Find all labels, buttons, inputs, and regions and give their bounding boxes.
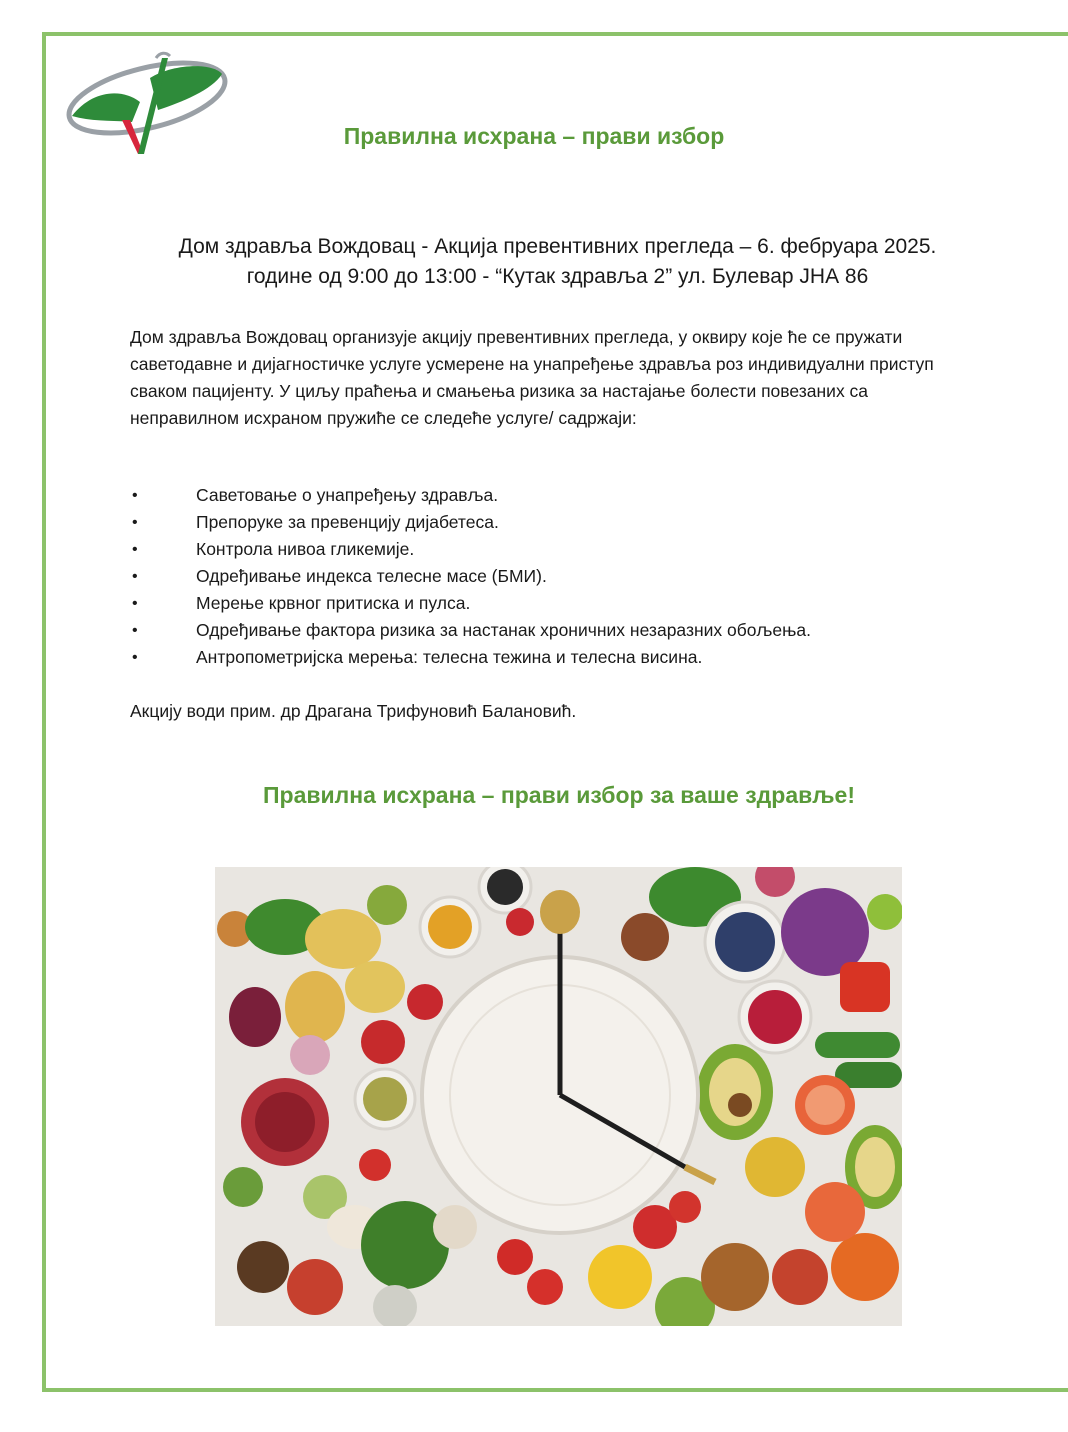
bullet-icon: • <box>132 568 138 585</box>
service-text: Контрола нивоа гликемије. <box>196 539 415 559</box>
service-text: Антропометријска мерења: телесна тежина и телесна висина. <box>196 647 703 667</box>
service-text: Саветовање о унапређењу здравља. <box>196 485 499 505</box>
page-title: Правилна исхрана – прави избор <box>343 123 725 149</box>
services-list <box>130 482 960 671</box>
bullet-icon: • <box>132 649 138 666</box>
list-item <box>130 482 960 509</box>
list-item <box>130 590 960 617</box>
event-heading <box>0 232 1068 292</box>
leader-line: Акцију води прим. др Драгана Трифуновић Балановић. <box>130 701 577 721</box>
list-item <box>130 536 960 563</box>
list-item <box>130 509 960 536</box>
service-text: Одређивање индекса телесне масе (БМИ). <box>196 566 547 586</box>
list-item <box>130 644 960 671</box>
healthy-food-photo-icon <box>215 867 902 1326</box>
service-text: Мерење крвног притиска и пулса. <box>196 593 471 613</box>
list-item <box>130 617 960 644</box>
service-text: Препоруке за превенцију дијабетеса. <box>196 512 499 532</box>
intro-paragraph: Дом здравља Вождовац организује акцију превентивних прегледа, у оквиру које ће се пружати саветодавне и дијагностичке услуге усмерене на унапређење здравља роз индивидуални приступ сваком пацијенту. У циљу праћења и смањења ризика за настајање болести повезаних са неправилном исхраном пружиће се следеће услуге/ садржаји: <box>130 327 934 428</box>
bullet-icon: • <box>132 595 138 612</box>
event-heading-line-1: Дом здравља Вождовац - Акција превентивних прегледа – 6. фебруара 2025. <box>178 235 937 258</box>
event-heading-line-2: године од 9:00 до 13:00 - “Кутак здравља 2” ул. Булевар ЈНА 86 <box>246 265 869 288</box>
list-item <box>130 563 960 590</box>
bullet-icon: • <box>132 514 138 531</box>
bullet-icon: • <box>132 487 138 504</box>
service-text: Одређивање фактора ризика за настанак хроничних незаразних обољења. <box>196 620 811 640</box>
bullet-icon: • <box>132 541 138 558</box>
slogan: Правилна исхрана – прави избор за ваше здравље! <box>263 782 855 808</box>
bullet-icon: • <box>132 622 138 639</box>
